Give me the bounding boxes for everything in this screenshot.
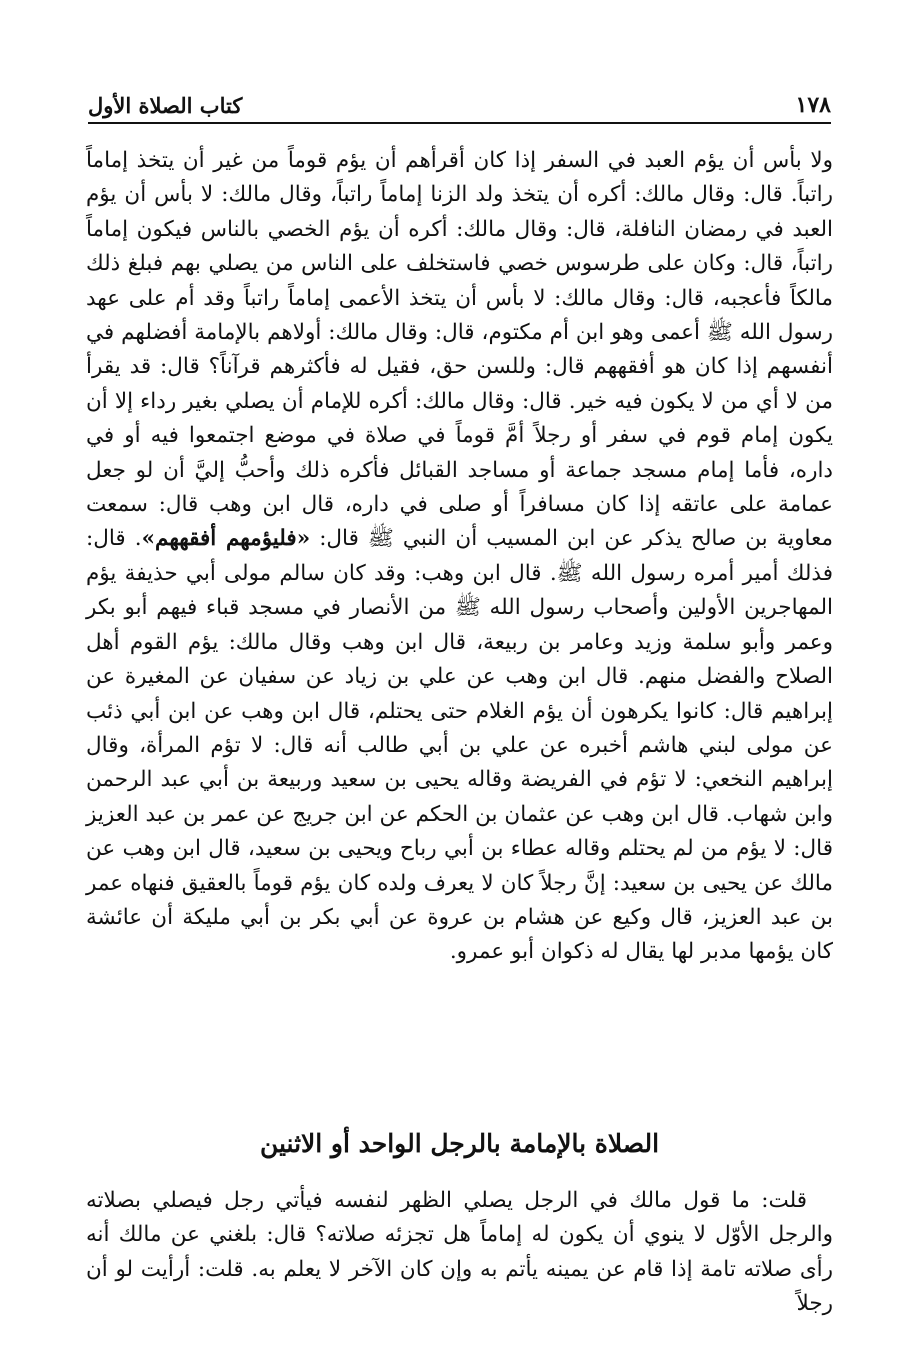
paragraph-1-part-a: ولا بأس أن يؤم العبد في السفر إذا كان أقرأهم أن يؤم قوماً من غير أن يتخذ إماماً راتباً. قال: وقال مالك: أكره أن يتخذ ولد الزنا إماماً راتباً، وقال مالك: لا بأس أن يؤم العبد في رمضان النافلة، قال: وقال مالك: أكره أن يؤم الخصي بالناس فيكون إماماً راتباً، قال: وكان على طرسوس خصي فاستخلف على الناس من يصلي بهم فبلغ ذلك مالكاً فأعجبه، قال: وقال مالك: لا بأس أن يتخذ الأعمى إماماً راتباً وقد أم على عهد رسول الله ﷺ أعمى وهو ابن أم مكتوم، قال: وقال مالك: أولاهم بالإمامة أفضلهم في أنفسهم إذا كان هو أفقههم قال: وللسن حق، فقيل له فأكثرهم قرآناً؟ قال: قد يقرأ من لا أي من لا يكون فيه خير. قال: وقال مالك: أكره للإمام أن يصلي بغير رداء إلا أن يكون إمام قوم في سفر أو رجلاً أمَّ قوماً في صلاة في موضع اجتمعوا فيه أو في داره، فأما إمام مسجد جماعة أو مساجد القبائل فأكره ذلك وأحبُّ إليَّ أن لو جعل عمامة على عاتقه إذا كان مسافراً أو صلى في داره، قال ابن وهب قال: سمعت معاوية بن صالح يذكر عن ابن المسيب أن النبي ﷺ قال: bbox=[86, 148, 833, 552]
paragraph-1 bbox=[86, 144, 833, 970]
hadith-quote: «فليؤمهم أفقههم» bbox=[141, 526, 311, 552]
page-number: ١٧٨ bbox=[795, 92, 831, 118]
second-text-block bbox=[86, 1184, 833, 1322]
paragraph-1-part-b: . قال: فذلك أمير أمره رسول الله ﷺ. قال ابن وهب: وقد كان سالم مولى أبي حذيفة يؤم المهاجرين الأولين وأصحاب رسول الله ﷺ من الأنصار في مسجد قباء فيهم أبو بكر وعمر وأبو سلمة وزيد وعامر بن ربيعة، قال ابن وهب وقال مالك: يؤم القوم أهل الصلاح والفضل منهم. قال ابن وهب عن علي بن زياد عن سفيان عن المغيرة عن إبراهيم قال: كانوا يكرهون أن يؤم الغلام حتى يحتلم، قال ابن وهب عن ابن أبي ذئب عن مولى لبني هاشم أخبره عن علي بن أبي طالب أنه قال: لا تؤم المرأة، وقال إبراهيم النخعي: لا تؤم في الفريضة وقاله يحيى بن سعيد وربيعة بن أبي عبد الرحمن وابن شهاب. قال ابن وهب عن عثمان بن الحكم عن ابن جريج عن عمر بن عبد العزيز قال: لا يؤم من لم يحتلم وقاله عطاء بن أبي رباح ويحيى بن سعيد، قال ابن وهب عن مالك عن يحيى بن سعيد: إنَّ رجلاً كان لا يعرف ولده كان يؤم قوماً بالعقيق فنهاه عمر بن عبد العزيز، قال وكيع عن هشام بن عروة عن أبي بكر بن أبي مليكة أن عائشة كان يؤمها مدبر لها يقال له ذكوان أبو عمرو. bbox=[86, 526, 834, 965]
page-header bbox=[88, 82, 831, 124]
main-text-block bbox=[86, 144, 833, 970]
running-title: كتاب الصلاة الأول bbox=[88, 93, 243, 118]
section-heading: الصلاة بالإمامة بالرجل الواحد أو الاثنين bbox=[259, 1129, 660, 1158]
paragraph-2: قلت: ما قول مالك في الرجل يصلي الظهر لنفسه فيأتي رجل فيصلي بصلاته والرجل الأوّل لا ينوي أن يكون له إماماً هل تجزئه صلاته؟ قال: بلغني عن مالك أنه رأى صلاته تامة إذا قام عن يمينه يأتم به وإن كان الآخر لا يعلم به. قلت: أرأيت لو أن رجلاً bbox=[86, 1188, 833, 1317]
